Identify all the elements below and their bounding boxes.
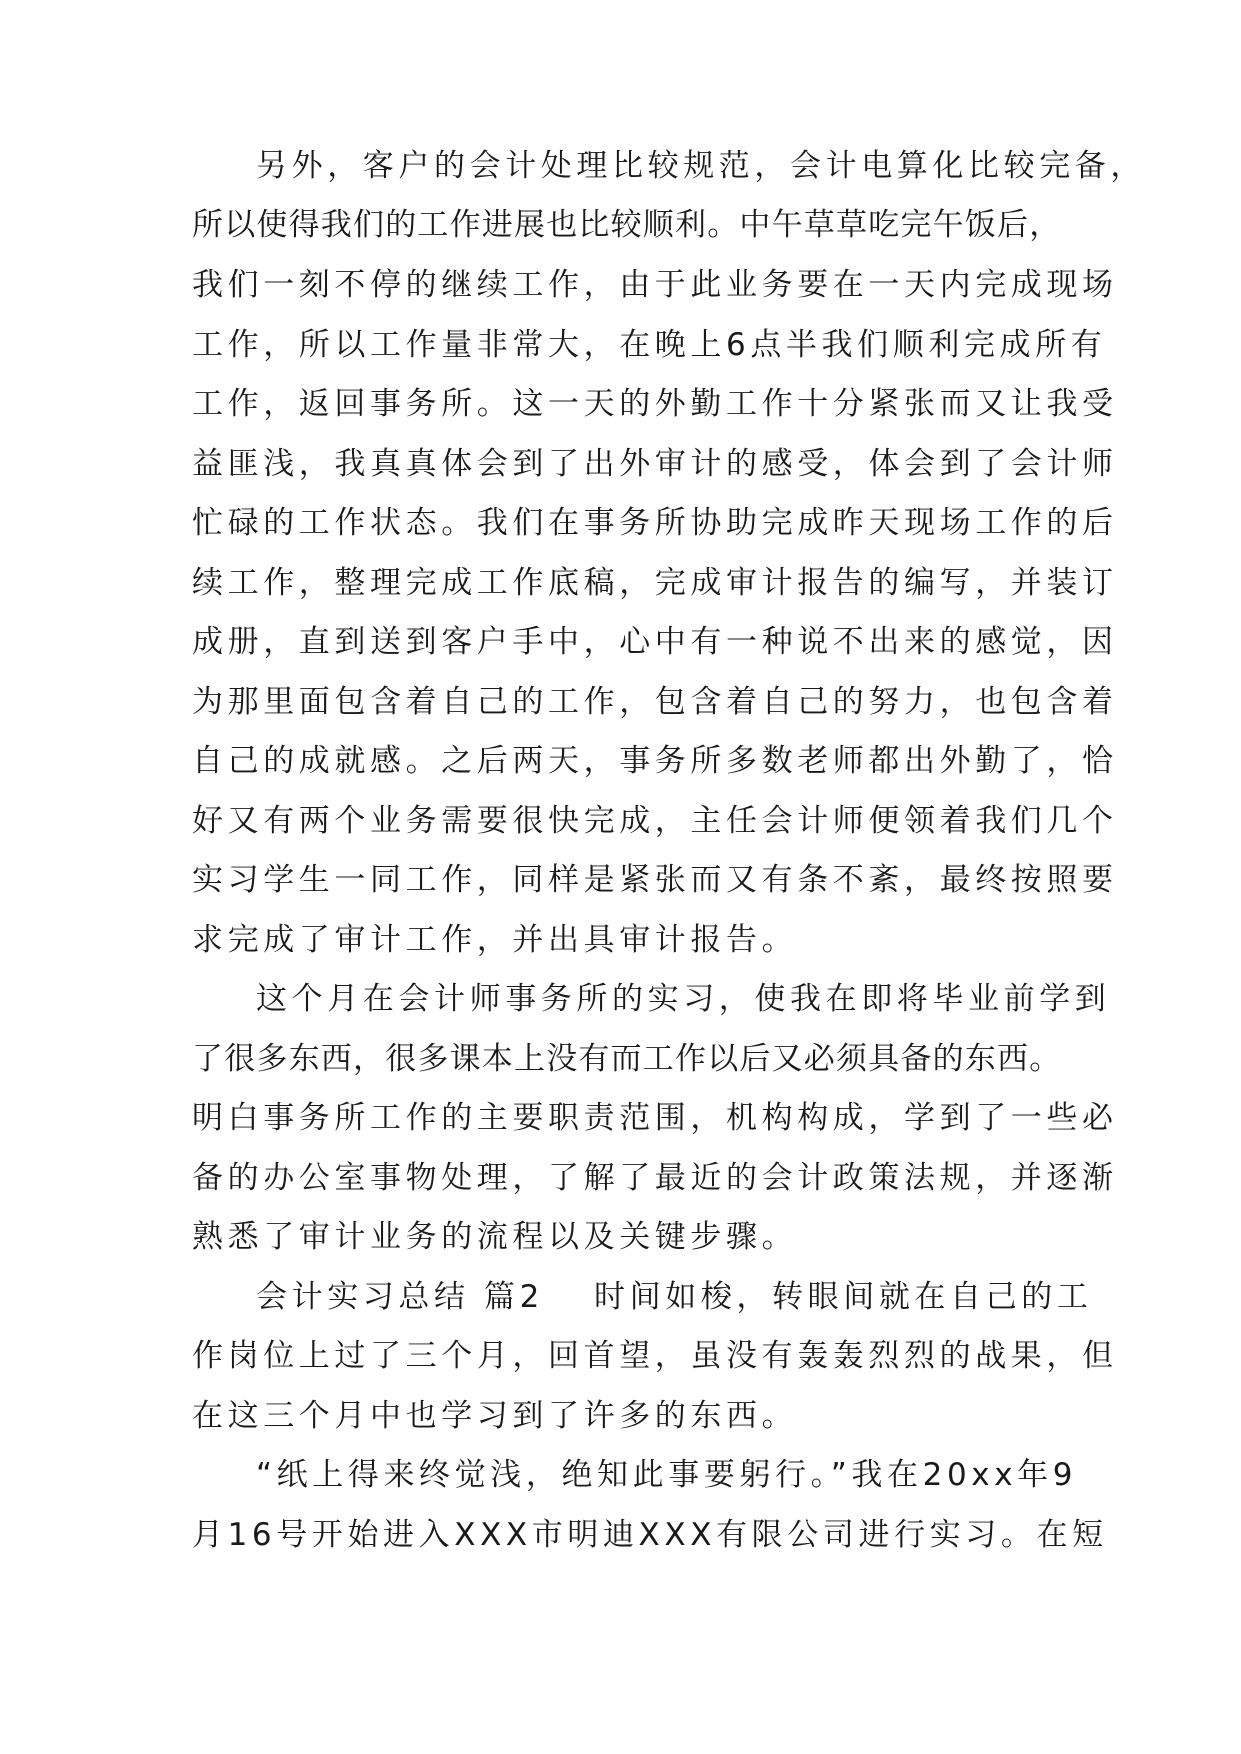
text-line: 熟悉了审计业务的流程以及关键步骤。	[192, 1219, 798, 1255]
text-line: 忙碌的工作状态。我们在事务所协助完成昨天现场工作的后	[192, 505, 1118, 541]
text-line: 会计实习总结 篇2 时间如梭，转眼间就在自己的工	[256, 1279, 1093, 1315]
text-line: 求完成了审计工作，并出具审计报告。	[192, 922, 798, 958]
text-line: 续工作，整理完成工作底稿，完成审计报告的编写，并装订	[192, 565, 1118, 601]
text-line: 工作，所以工作量非常大，在晚上6点半我们顺利完成所有	[192, 327, 1107, 363]
text-line: 另外，客户的会计处理比较规范，会计电算化比较完备，	[256, 148, 1146, 184]
text-line: 了很多东西，很多课本上没有而工作以后又必须具备的东西。	[192, 1041, 1062, 1077]
text-line: 工作，返回事务所。这一天的外勤工作十分紧张而又让我受	[192, 386, 1118, 422]
text-line: 我们一刻不停的继续工作，由于此业务要在一天内完成现场	[192, 267, 1118, 303]
text-line: 实习学生一同工作，同样是紧张而又有条不紊，最终按照要	[192, 862, 1118, 898]
text-line: 为那里面包含着自己的工作，包含着自己的努力，也包含着	[192, 684, 1118, 720]
text-line: 这个月在会计师事务所的实习，使我在即将毕业前学到	[256, 981, 1111, 1017]
text-line: 明白事务所工作的主要职责范围，机构构成，学到了一些必	[192, 1100, 1118, 1136]
text-line: 成册，直到送到客户手中，心中有一种说不出来的感觉，因	[192, 624, 1118, 660]
text-line: 备的办公室事物处理，了解了最近的会计政策法规，并逐渐	[192, 1160, 1118, 1196]
text-line: 自己的成就感。之后两天，事务所多数老师都出外勤了，恰	[192, 743, 1118, 779]
text-line: 月16号开始进入XXX市明迪XXX有限公司进行实习。在短	[192, 1517, 1108, 1553]
text-line: 所以使得我们的工作进展也比较顺利。中午草草吃完午饭后，	[192, 207, 1062, 243]
text-line: 益匪浅，我真真体会到了出外审计的感受，体会到了会计师	[192, 446, 1118, 482]
text-line: 在这三个月中也学习到了许多的东西。	[192, 1398, 798, 1434]
text-line: 好又有两个业务需要很快完成，主任会计师便领着我们几个	[192, 803, 1118, 839]
text-line: “纸上得来终觉浅，绝知此事要躬行。”我在20xx年9	[256, 1457, 1078, 1493]
text-line: 作岗位上过了三个月，回首望，虽没有轰轰烈烈的战果，但	[192, 1338, 1118, 1374]
